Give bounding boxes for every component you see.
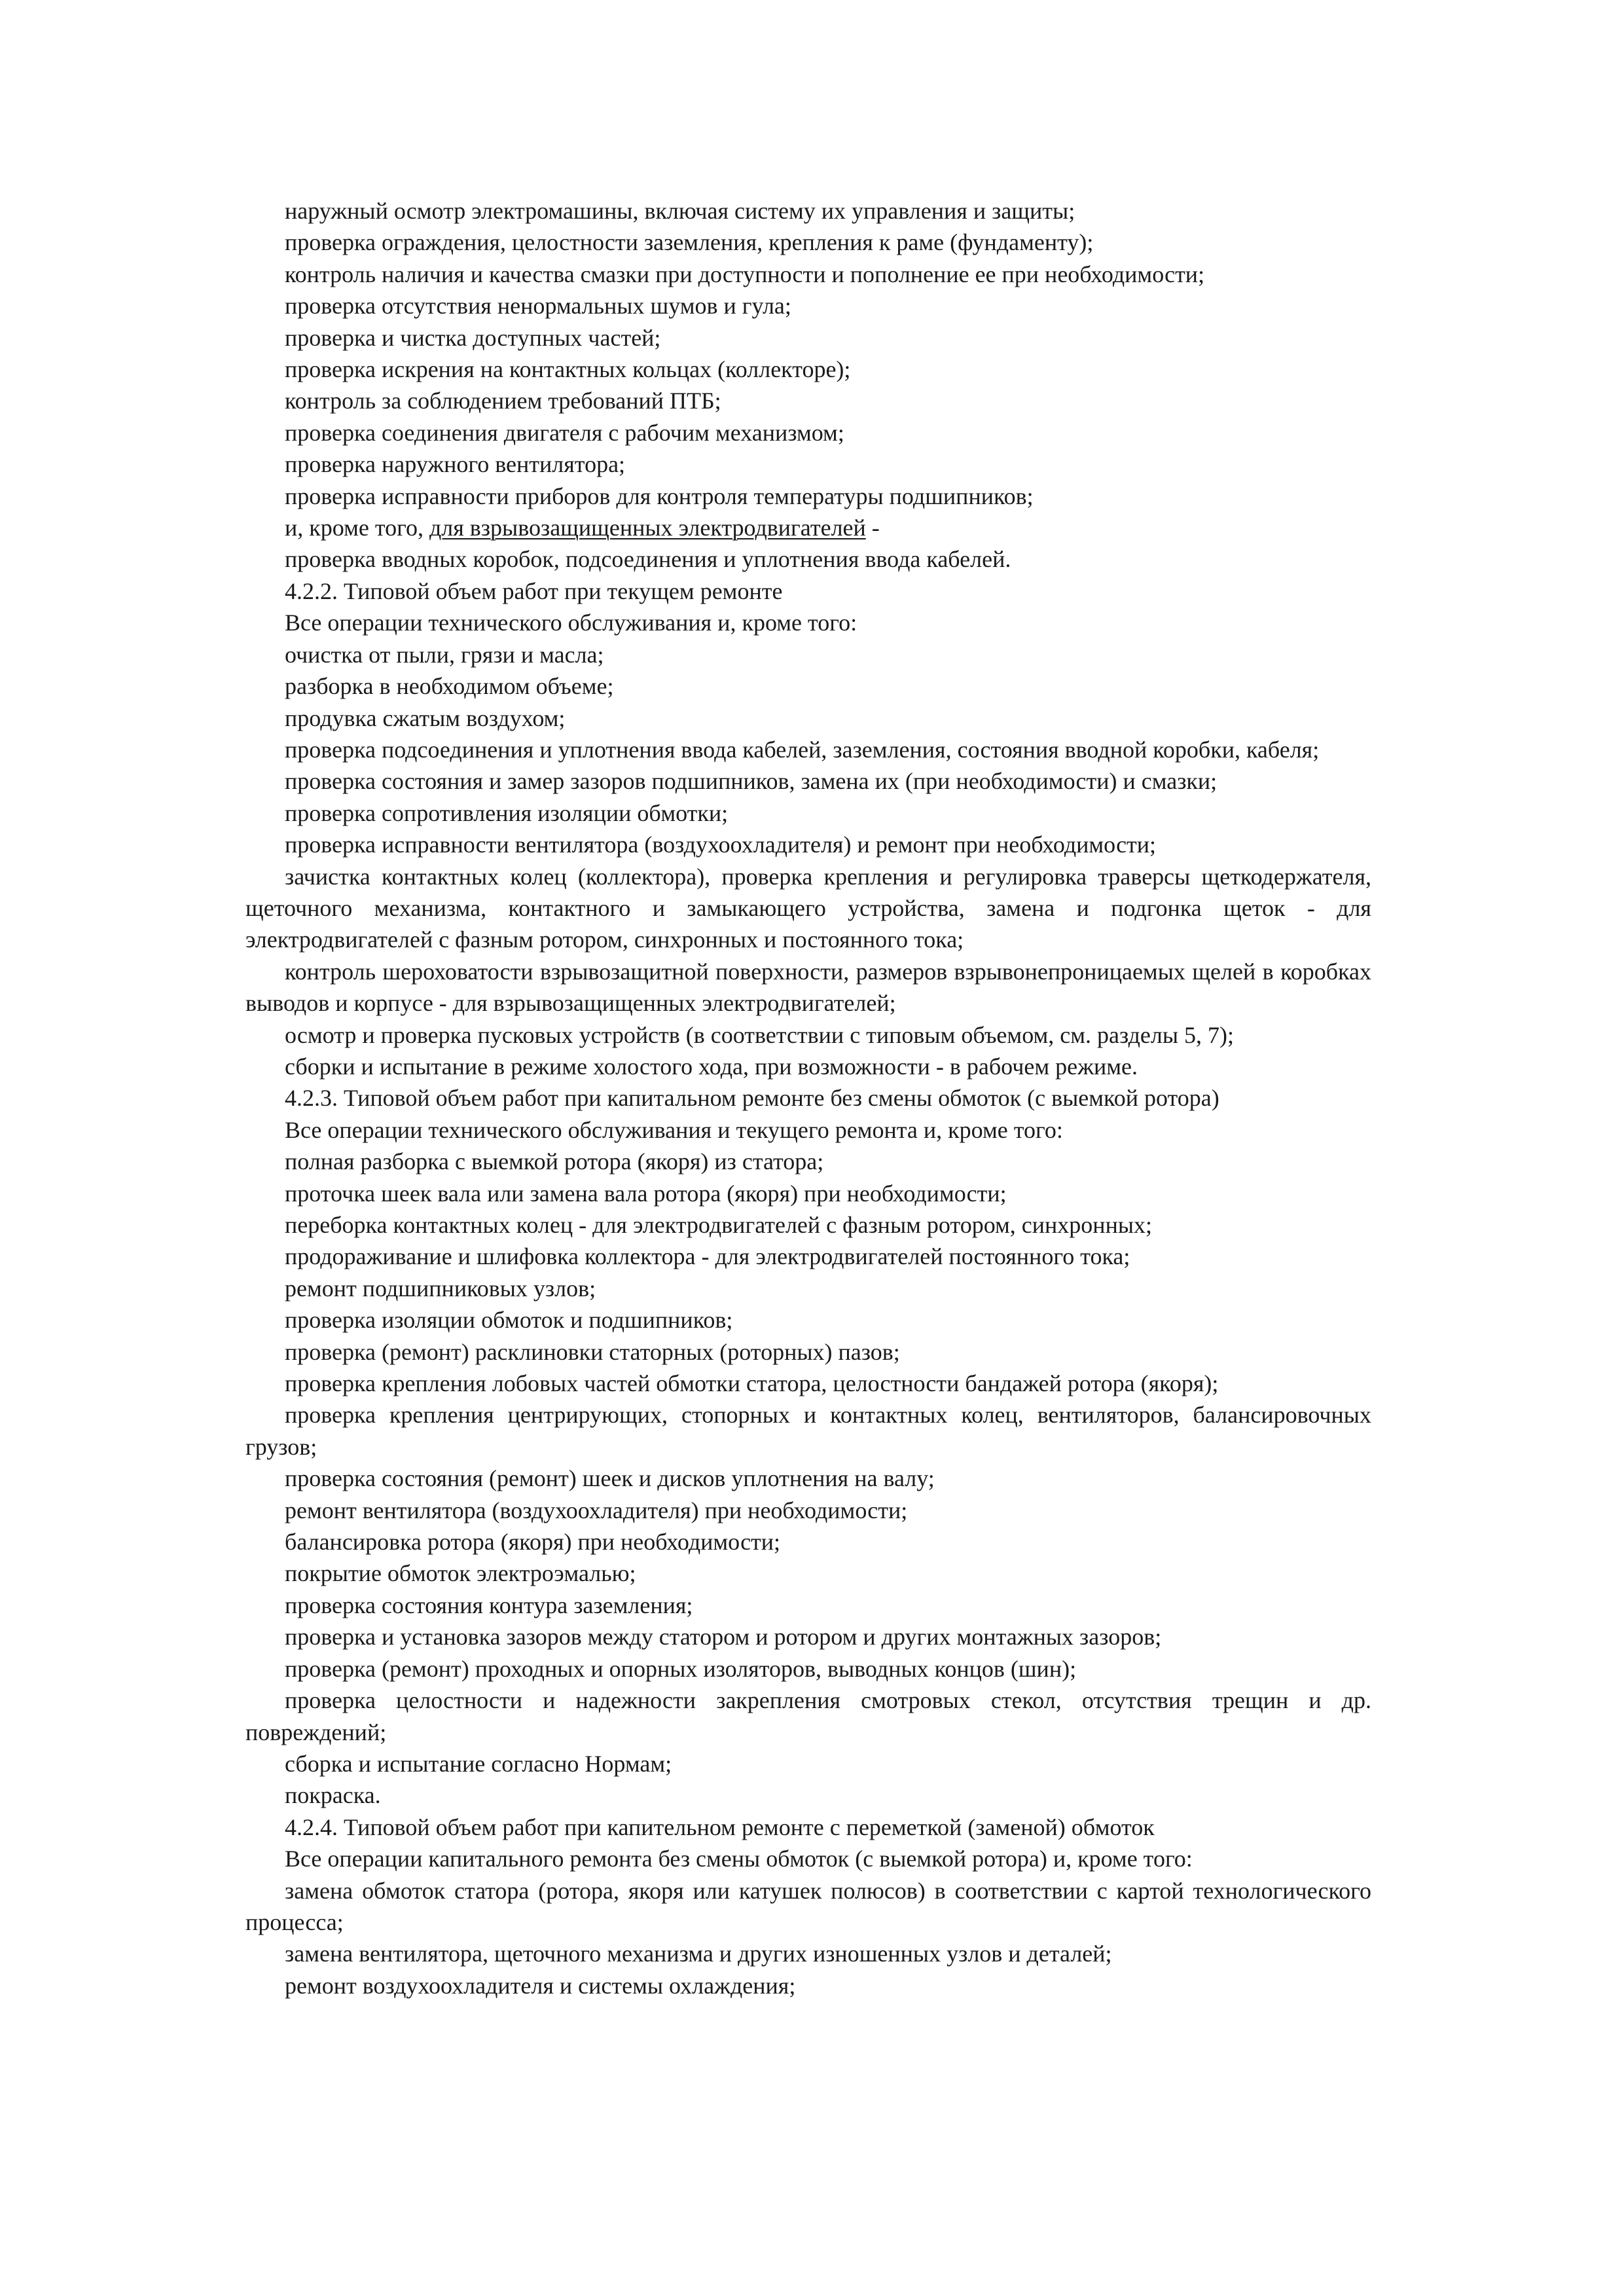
paragraph: контроль за соблюдением требований ПТБ; xyxy=(285,388,721,414)
paragraph: 4.2.4. Типовой объем работ при капительном ремонте с переметкой (заменой) обмоток xyxy=(285,1813,1155,1840)
paragraph: зачистка контактных колец (коллектора), проверка крепления и регулировка траверсы щеткодержателя, щеточного механизма, контактного и замыкающего устройства, замена и подгонка щеток - для электродвигателей с фазным ротором, синхронных и постоянного тока; xyxy=(245,863,1371,953)
note-suffix: - xyxy=(865,515,880,541)
paragraph: замена вентилятора, щеточного механизма и других изношенных узлов и деталей; xyxy=(285,1941,1112,1967)
paragraph: проверка искрения на контактных кольцах (коллекторе); xyxy=(285,356,851,383)
paragraph: ремонт воздухоохладителя и системы охлаждения; xyxy=(285,1972,796,1999)
paragraph: контроль наличия и качества смазки при доступности и пополнение ее при необходимости; xyxy=(285,261,1205,287)
paragraph: очистка от пыли, грязи и масла; xyxy=(285,641,604,668)
paragraph: ремонт вентилятора (воздухоохладителя) при необходимости; xyxy=(285,1497,908,1523)
document-page xyxy=(245,195,1371,2001)
note-prefix: и, кроме того, xyxy=(285,515,429,541)
paragraph: проверка подсоединения и уплотнения ввода кабелей, заземления, состояния вводной коробки, кабеля; xyxy=(285,736,1320,763)
paragraph: наружный осмотр электромашины, включая систему их управления и защиты; xyxy=(285,198,1075,224)
paragraph: покраска. xyxy=(285,1782,381,1809)
paragraph: Все операции технического обслуживания и текущего ремонта и, кроме того: xyxy=(285,1116,1063,1143)
paragraph: проверка исправности вентилятора (воздухоохладителя) и ремонт при необходимости; xyxy=(285,831,1157,858)
paragraph: ремонт подшипниковых узлов; xyxy=(285,1275,596,1302)
paragraph: проверка сопротивления изоляции обмотки; xyxy=(285,799,729,826)
paragraph: проверка соединения двигателя с рабочим механизмом; xyxy=(285,419,844,446)
paragraph: разборка в необходимом объеме; xyxy=(285,673,614,700)
paragraph: 4.2.2. Типовой объем работ при текущем ремонте xyxy=(285,577,783,604)
paragraph: контроль шероховатости взрывозащитной поверхности, размеров взрывонепроницаемых щелей в коробках выводов и корпусе - для взрывозащищенных электродвигателей; xyxy=(245,958,1371,1017)
paragraph: проверка и чистка доступных частей; xyxy=(285,324,661,351)
paragraph: проверка наружного вентилятора; xyxy=(285,451,626,478)
paragraph: проверка целостности и надежности закрепления смотровых стекол, отсутствия трещин и др. повреждений; xyxy=(245,1687,1371,1745)
paragraph: проверка исправности приборов для контроля температуры подшипников; xyxy=(285,483,1034,509)
paragraph: балансировка ротора (якоря) при необходимости; xyxy=(285,1529,781,1556)
paragraph-group-repairs xyxy=(245,543,1371,2001)
paragraph-group-maintenance xyxy=(245,195,1371,512)
paragraph: покрытие обмоток электроэмалью; xyxy=(285,1560,636,1587)
paragraph-explosion-proof-note xyxy=(245,512,1371,543)
paragraph: проверка (ремонт) проходных и опорных изоляторов, выводных концов (шин); xyxy=(285,1655,1077,1682)
paragraph: продораживание и шлифовка коллектора - для электродвигателей постоянного тока; xyxy=(285,1243,1130,1270)
paragraph: Все операции технического обслуживания и, кроме того: xyxy=(285,610,857,636)
paragraph: проверка изоляции обмоток и подшипников; xyxy=(285,1307,733,1334)
paragraph: проверка отсутствия ненормальных шумов и гула; xyxy=(285,293,791,319)
paragraph: полная разборка с выемкой ротора (якоря) из статора; xyxy=(285,1148,824,1175)
paragraph: проверка состояния (ремонт) шеек и дисков уплотнения на валу; xyxy=(285,1465,935,1492)
paragraph: продувка сжатым воздухом; xyxy=(285,704,566,731)
paragraph: проверка крепления лобовых частей обмотки статора, целостности бандажей ротора (якоря); xyxy=(285,1370,1219,1397)
underlined-term: для взрывозащищенных электродвигателей xyxy=(429,515,866,541)
paragraph: проверка ограждения, целостности заземления, крепления к раме (фундаменту); xyxy=(285,229,1094,256)
paragraph: сборки и испытание в режиме холостого хода, при возможности - в рабочем режиме. xyxy=(285,1053,1138,1080)
paragraph: проверка состояния контура заземления; xyxy=(285,1592,693,1618)
paragraph: проверка вводных коробок, подсоединения и уплотнения ввода кабелей. xyxy=(285,546,1011,573)
paragraph: проверка состояния и замер зазоров подшипников, замена их (при необходимости) и смазки; xyxy=(285,768,1218,795)
paragraph: сборка и испытание согласно Нормам; xyxy=(285,1750,672,1777)
paragraph: замена обмоток статора (ротора, якоря или катушек полюсов) в соответствии с картой технологического процесса; xyxy=(245,1877,1371,1935)
paragraph: проверка и установка зазоров между статором и ротором и других монтажных зазоров; xyxy=(285,1624,1162,1650)
paragraph: 4.2.3. Типовой объем работ при капитальном ремонте без смены обмоток (с выемкой ротора) xyxy=(285,1085,1219,1112)
paragraph: проточка шеек вала или замена вала ротора (якоря) при необходимости; xyxy=(285,1180,1007,1207)
paragraph: проверка крепления центрирующих, стопорных и контактных колец, вентиляторов, балансировочных грузов; xyxy=(245,1402,1371,1460)
paragraph: осмотр и проверка пусковых устройств (в соответствии с типовым объемом, см. разделы 5, 7); xyxy=(285,1021,1235,1048)
paragraph: проверка (ремонт) расклиновки статорных (роторных) пазов; xyxy=(285,1338,900,1365)
paragraph: Все операции капитального ремонта без смены обмоток (с выемкой ротора) и, кроме того: xyxy=(285,1846,1193,1872)
paragraph: переборка контактных колец - для электродвигателей с фазным ротором, синхронных; xyxy=(285,1212,1153,1238)
